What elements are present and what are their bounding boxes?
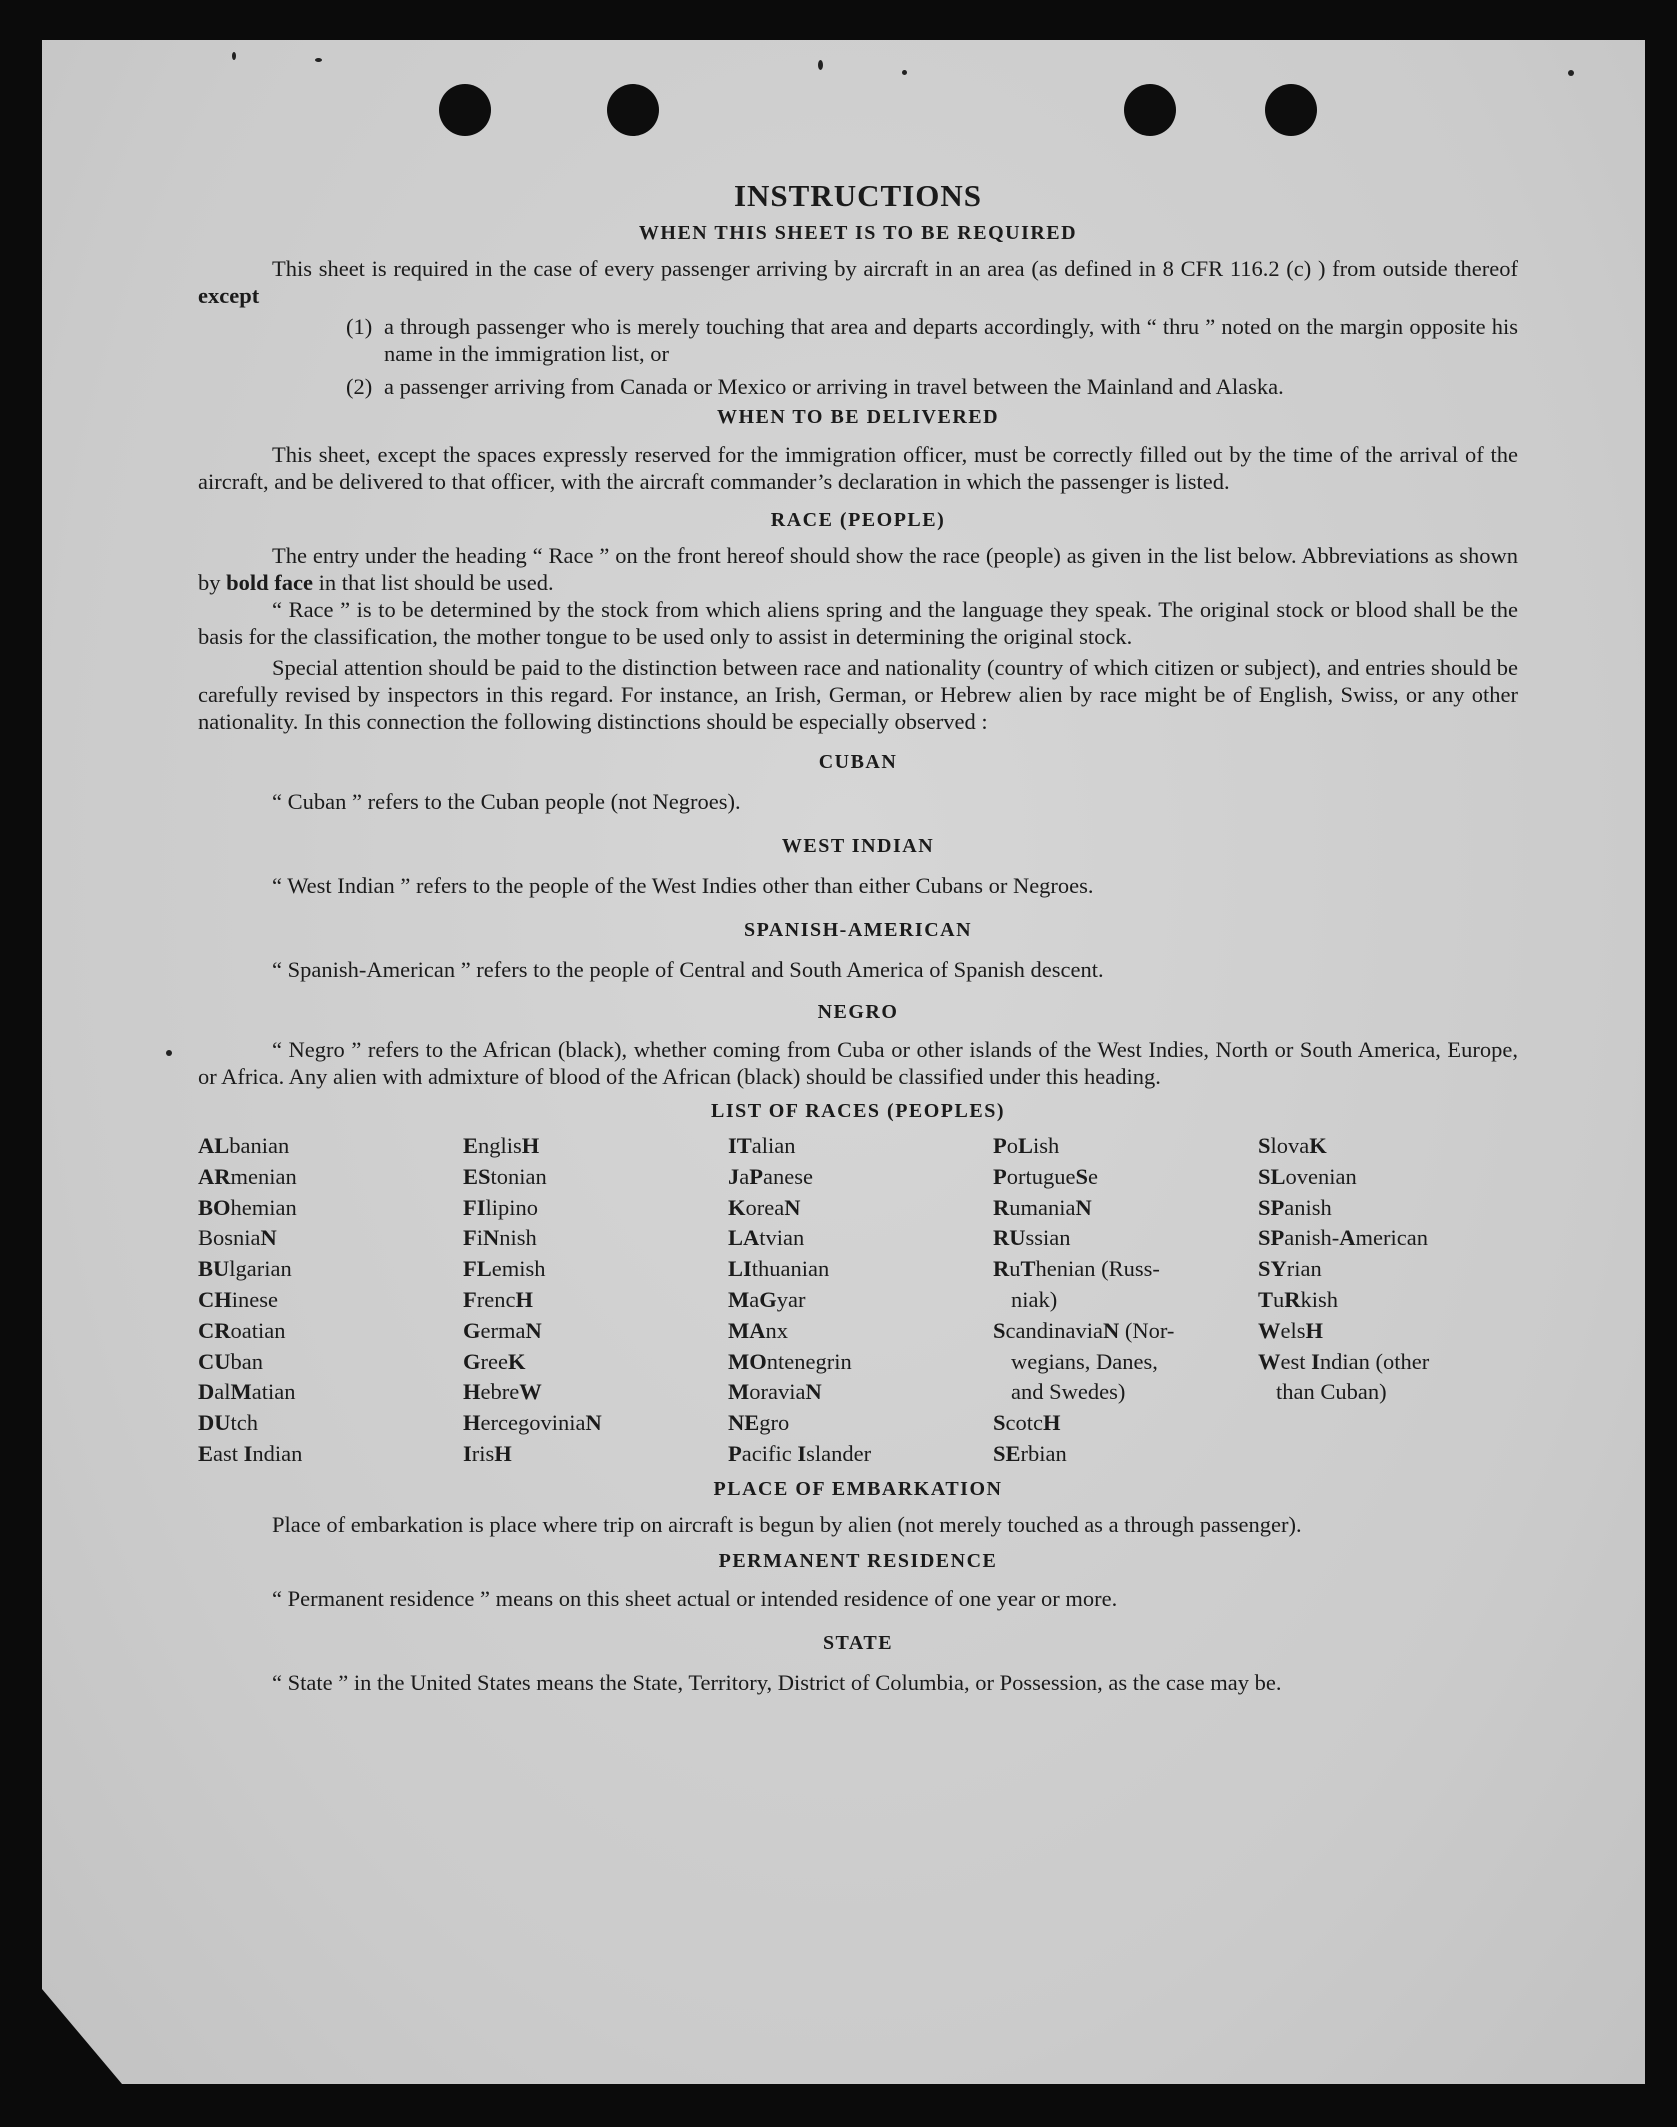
heading-state: STATE xyxy=(822,1631,894,1654)
races-column xyxy=(993,1131,1258,1470)
race-entry: Pacific Islander xyxy=(728,1440,872,1466)
paragraph-cuban: “ Cuban ” refers to the Cuban people (not Negroes). xyxy=(272,789,741,814)
races-column xyxy=(1258,1131,1523,1470)
race-entry: FrencH xyxy=(463,1286,533,1312)
race-entry: EnglisH xyxy=(463,1133,540,1158)
race-entry: ScotcH xyxy=(993,1410,1061,1436)
paragraph-spanish-american: “ Spanish-American ” refers to the people of Central and South America of Spanish descent. xyxy=(272,957,1104,982)
race-entry: wegians, Danes, xyxy=(1011,1348,1158,1374)
race-entry: than Cuban) xyxy=(1276,1379,1387,1405)
race-entry: ARmenian xyxy=(198,1163,297,1189)
punch-hole xyxy=(607,84,659,136)
races-column xyxy=(198,1131,463,1470)
race-entry: RUssian xyxy=(993,1225,1071,1251)
race-entry: FiNnish xyxy=(463,1225,537,1251)
document-page xyxy=(42,40,1645,2084)
heading-list-of-races: LIST OF RACES (PEOPLES) xyxy=(710,1100,1005,1122)
instructions-content xyxy=(198,178,1518,1696)
paragraph-race-2: “ Race ” is to be determined by the stock from which aliens spring and the language they speak. The original stock or blood shall be the basis for the classification, the mother tongue to be used only to assist in determining the original stock. xyxy=(198,597,1518,649)
race-entry: BUlgarian xyxy=(198,1256,292,1282)
race-entry: MOntenegrin xyxy=(728,1348,852,1374)
heading-spanish-american: SPANISH-AMERICAN xyxy=(743,919,973,941)
races-list xyxy=(198,1131,1518,1470)
race-entry: and Swedes) xyxy=(1011,1379,1126,1405)
race-entry: LAtvian xyxy=(728,1225,805,1251)
race-entry: BOhemian xyxy=(198,1194,297,1220)
race-entry: HercegoviniaN xyxy=(463,1410,602,1436)
race-entry: SPanish xyxy=(1258,1194,1332,1220)
race-entry: MAnx xyxy=(728,1317,788,1343)
paragraph-state: “ State ” in the United States means the State, Territory, District of Columbia, or Possession, as the case may be. xyxy=(272,1669,1282,1695)
race-entry: FIlipino xyxy=(463,1194,539,1220)
paragraph-permanent-residence: “ Permanent residence ” means on this sheet actual or intended residence of one year or more. xyxy=(272,1585,1118,1611)
race-entry: DalMatian xyxy=(198,1379,296,1405)
race-entry: EStonian xyxy=(463,1163,547,1189)
heading-negro: NEGRO xyxy=(817,1001,899,1023)
heading-when-delivered: WHEN TO BE DELIVERED xyxy=(716,406,1000,428)
punch-hole xyxy=(439,84,491,136)
race-entry: HebreW xyxy=(463,1379,542,1405)
race-entry: GermaN xyxy=(463,1317,542,1343)
paragraph-race-1: The entry under the heading “ Race ” on the front hereof should show the race (people) as given in the list below. Abbreviations as shown by bold face in that list should be used. xyxy=(198,543,1518,595)
folded-corner xyxy=(42,1989,122,2084)
race-entry: RumaniaN xyxy=(993,1194,1092,1220)
heading-race: RACE (PEOPLE) xyxy=(770,509,946,531)
race-entry: SLovenian xyxy=(1258,1163,1357,1189)
race-entry: CRoatian xyxy=(198,1317,286,1343)
races-column xyxy=(728,1131,993,1470)
race-entry: ITalian xyxy=(728,1133,796,1158)
heading-when-required: WHEN THIS SHEET IS TO BE REQUIRED xyxy=(638,222,1078,244)
paragraph-embarkation: Place of embarkation is place where trip on aircraft is begun by alien (not merely touched as a through passenger). xyxy=(272,1511,1302,1537)
heading-permanent-residence: PERMANENT RESIDENCE xyxy=(718,1549,998,1572)
race-entry: JaPanese xyxy=(728,1163,813,1189)
race-entry: CUban xyxy=(198,1348,263,1374)
race-entry: MoraviaN xyxy=(728,1379,822,1405)
paragraph-when-required: This sheet is required in the case of every passenger arriving by aircraft in an area (as defined in 8 CFR 116.2 (c) ) from outside thereof except xyxy=(198,256,1518,308)
heading-west-indian: WEST INDIAN xyxy=(781,835,935,857)
page-title: INSTRUCTIONS xyxy=(733,178,982,213)
race-entry: SPanish-American xyxy=(1258,1225,1428,1251)
race-entry: PoLish xyxy=(993,1133,1060,1158)
paragraph-negro: “ Negro ” refers to the African (black), whether coming from Cuba or other islands of the West Indies, North or South America, Europe, or Africa. Any alien with admixture of blood of the African (black) should be classified under this heading. xyxy=(198,1037,1518,1089)
race-entry: SErbian xyxy=(993,1440,1067,1466)
race-entry: PortugueSe xyxy=(993,1163,1098,1189)
race-entry: DUtch xyxy=(198,1410,258,1436)
heading-cuban: CUBAN xyxy=(818,751,898,773)
race-entry: NEgro xyxy=(728,1410,790,1436)
race-entry: SYrian xyxy=(1258,1256,1322,1282)
race-entry: WelsH xyxy=(1258,1317,1324,1343)
paragraph-race-3: Special attention should be paid to the distinction between race and nationality (country of which citizen or subject), and entries should be carefully revised by inspectors in this regard. For instance, an Irish, German, or Hebrew alien by race might be of English, Swiss, or any other nationality. In this connection the following distinctions should be especially observed : xyxy=(198,655,1518,734)
race-entry: CHinese xyxy=(198,1286,278,1312)
race-entry: ALbanian xyxy=(198,1133,290,1158)
paragraph-west-indian: “ West Indian ” refers to the people of the West Indies other than either Cubans or Negroes. xyxy=(272,873,1094,898)
list-item: (1) a through passenger who is merely touching that area and departs accordingly, with “ thru ” noted on the margin opposite his name in the immigration list, or xyxy=(346,314,1518,366)
race-entry: East Indian xyxy=(198,1440,303,1466)
list-item: (2) a passenger arriving from Canada or Mexico or arriving in travel between the Mainland and Alaska. xyxy=(346,374,1284,399)
punch-hole xyxy=(1124,84,1176,136)
punch-hole xyxy=(1265,84,1317,136)
race-entry: BosniaN xyxy=(198,1225,277,1251)
race-entry: KoreaN xyxy=(728,1194,801,1220)
race-entry: LIthuanian xyxy=(728,1256,830,1282)
race-entry: ScandinaviaN (Nor- xyxy=(993,1317,1175,1343)
race-entry: TuRkish xyxy=(1258,1286,1339,1312)
races-column xyxy=(463,1131,728,1470)
race-entry: MaGyar xyxy=(728,1286,806,1312)
race-entry: IrisH xyxy=(463,1440,512,1466)
race-entry: RuThenian (Russ- xyxy=(993,1256,1160,1282)
paragraph-when-delivered: This sheet, except the spaces expressly reserved for the immigration officer, must be correctly filled out by the time of the arrival of the aircraft, and be delivered to that officer, with the aircraft commander’s declaration in which the passenger is listed. xyxy=(198,442,1518,494)
race-entry: niak) xyxy=(1011,1286,1058,1312)
heading-embarkation: PLACE OF EMBARKATION xyxy=(713,1477,1003,1500)
race-entry: West Indian (other xyxy=(1258,1348,1430,1374)
race-entry: FLemish xyxy=(463,1256,546,1282)
race-entry: SlovaK xyxy=(1258,1133,1327,1158)
race-entry: GreeK xyxy=(463,1348,526,1374)
